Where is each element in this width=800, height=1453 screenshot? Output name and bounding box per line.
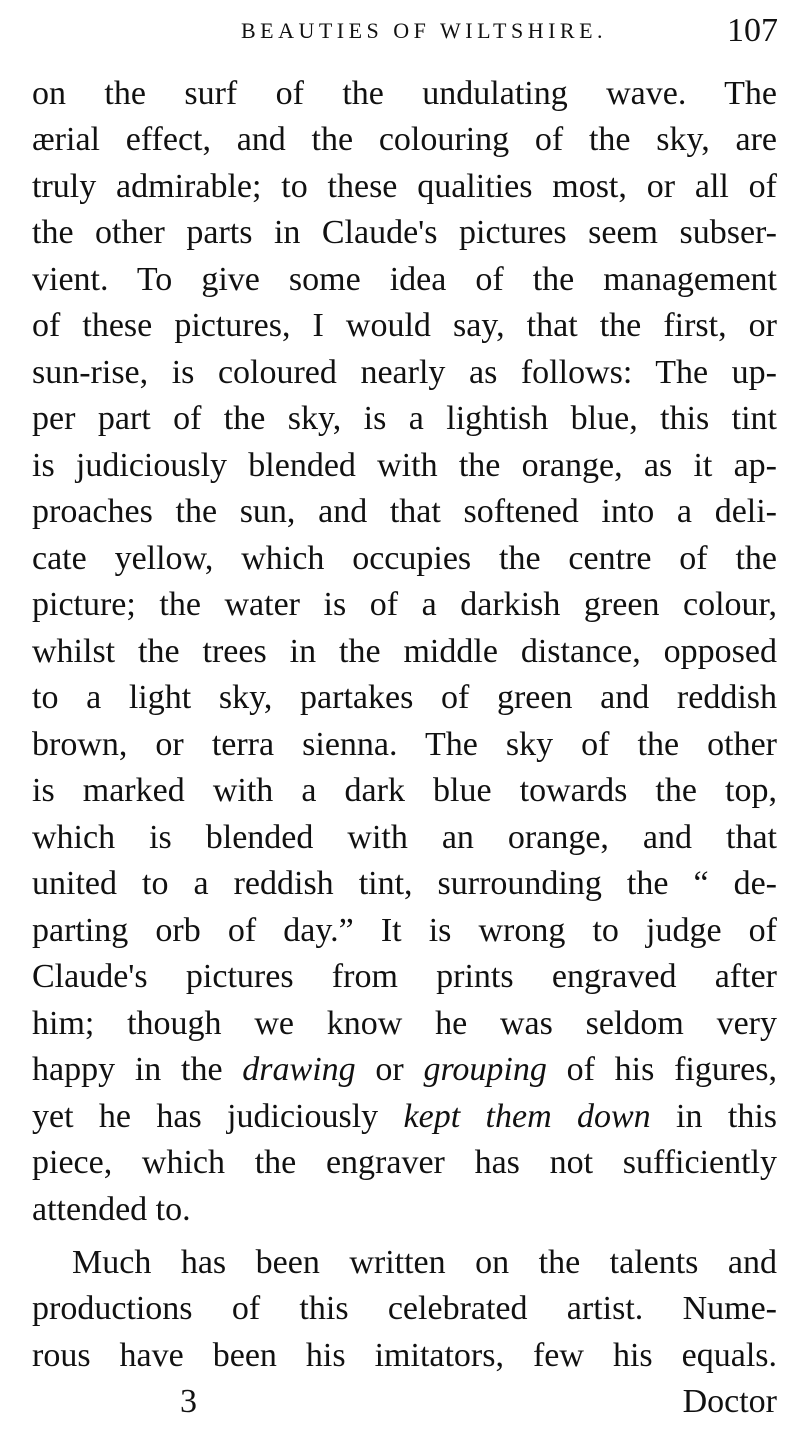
text-line: sun-rise, is coloured nearly as follows: The up-	[32, 354, 777, 391]
text-span: of his figures,	[546, 1051, 777, 1088]
text-line-with-italics	[32, 1048, 777, 1092]
text-line: per part of the sky, is a lightish blue, this tint	[32, 400, 777, 437]
text-span: happy in the	[32, 1051, 243, 1088]
text-line: attended to.	[32, 1191, 191, 1228]
italic-span: grouping	[423, 1051, 547, 1088]
text-span: in this	[650, 1098, 777, 1135]
text-line: of these pictures, I would say, that the first, or	[32, 307, 777, 344]
text-line: ærial effect, and the colouring of the sky, are	[32, 121, 777, 158]
text-line: truly admirable; to these qualities most, or all of	[32, 168, 777, 205]
text-line: Claude's pictures from prints engraved after	[32, 958, 777, 995]
italic-span: kept them down	[403, 1098, 651, 1135]
text-line: cate yellow, which occupies the centre of the	[32, 540, 777, 577]
text-line: the other parts in Claude's pictures seem subser-	[32, 214, 777, 251]
text-line: united to a reddish tint, surrounding the “ de-	[32, 865, 777, 902]
text-line: him; though we know he was seldom very	[32, 1005, 777, 1042]
text-line: is marked with a dark blue towards the top,	[32, 772, 777, 809]
text-line: on the surf of the undulating wave. The	[32, 75, 777, 112]
text-line: rous have been his imitators, few his equals.	[32, 1337, 777, 1374]
signature-mark: 3	[180, 1383, 197, 1420]
text-line-with-italics	[32, 1095, 777, 1139]
text-line: to a light sky, partakes of green and reddish	[32, 679, 777, 716]
text-span: yet he has judiciously	[32, 1098, 404, 1135]
text-line: is judiciously blended with the orange, as it ap-	[32, 447, 777, 484]
text-line: piece, which the engraver has not sufficiently	[32, 1144, 777, 1181]
text-line: vient. To give some idea of the management	[32, 261, 777, 298]
page-footer	[32, 1380, 777, 1424]
text-line: brown, or terra sienna. The sky of the other	[32, 726, 777, 763]
text-line: proaches the sun, and that softened into a deli-	[32, 493, 777, 530]
text-line: parting orb of day.” It is wrong to judge of	[32, 912, 777, 949]
running-title: BEAUTIES OF WILTSHIRE.	[240, 18, 608, 43]
catchword: Doctor	[682, 1383, 777, 1420]
text-line: which is blended with an orange, and that	[32, 819, 777, 856]
text-span: or	[355, 1051, 424, 1088]
text-line: whilst the trees in the middle distance, opposed	[32, 633, 777, 670]
page-number: 107	[727, 12, 778, 49]
text-line: productions of this celebrated artist. Nume-	[32, 1290, 777, 1327]
text-line: Much has been written on the talents and	[72, 1244, 777, 1281]
text-line: picture; the water is of a darkish green colour,	[32, 586, 777, 623]
page-header	[30, 10, 778, 54]
italic-span: drawing	[242, 1051, 356, 1088]
